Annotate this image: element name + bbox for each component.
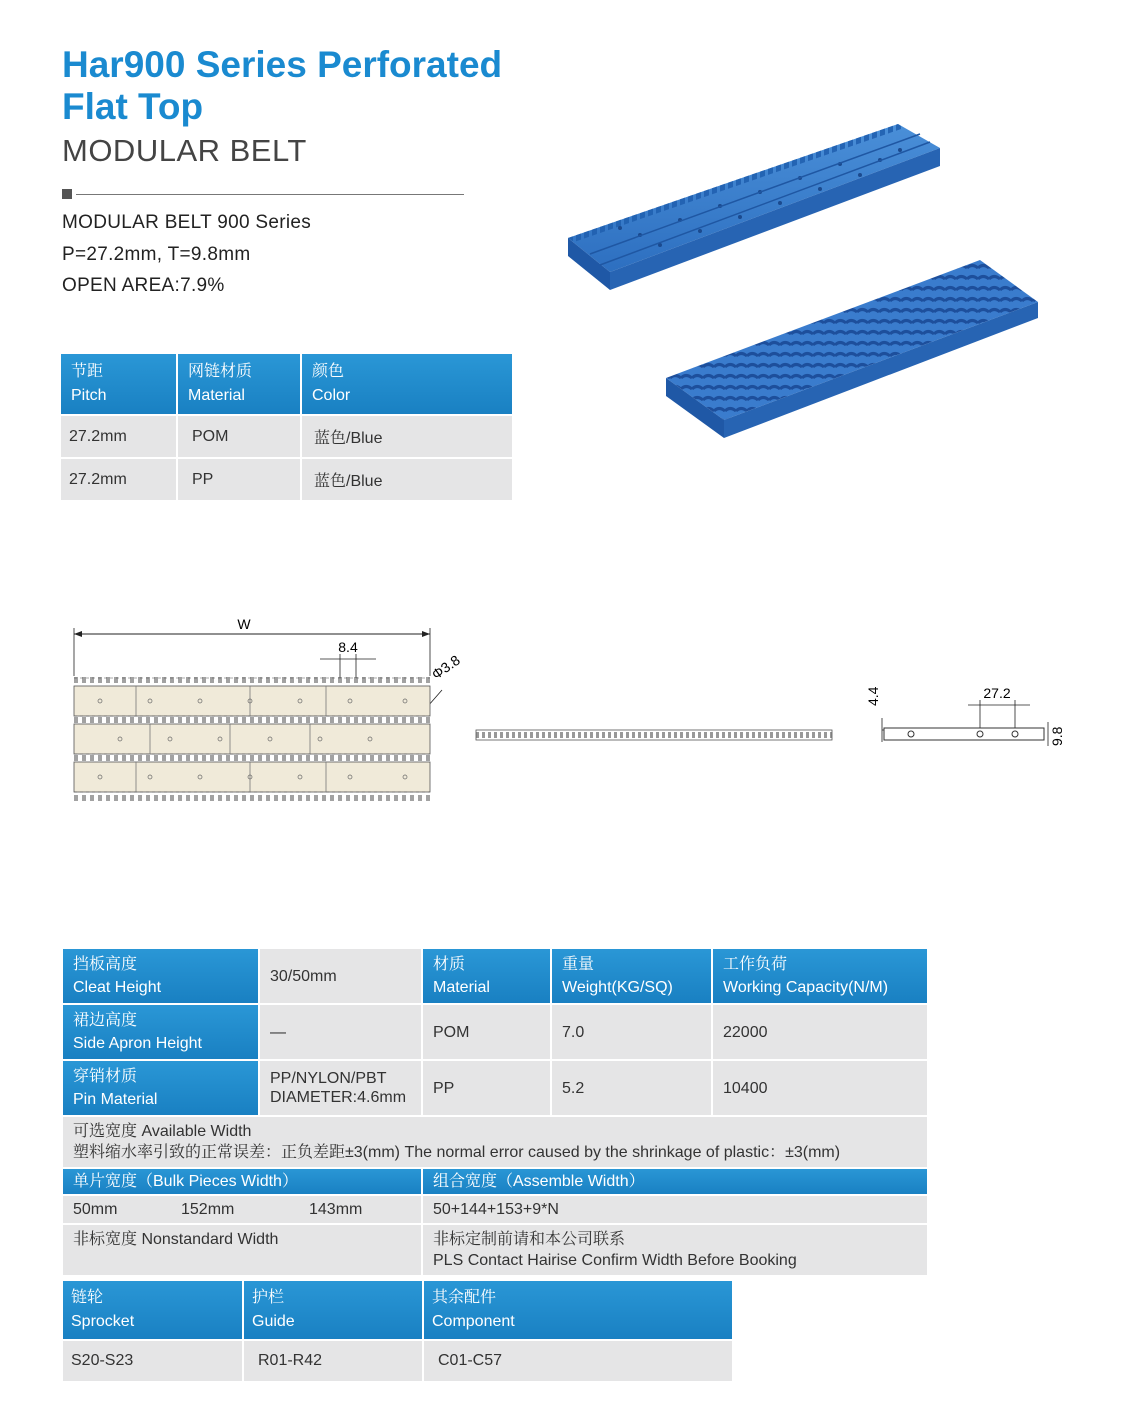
title-line-1: Har900 Series Perforated — [62, 44, 503, 85]
page-subtitle: MODULAR BELT — [62, 133, 307, 168]
table-row: 27.2mm PP 蓝色/Blue — [61, 458, 513, 500]
side-apron-header: 裙边高度 Side Apron Height — [62, 1004, 259, 1060]
bulk-widths: 50mm 152mm 143mm — [62, 1195, 422, 1224]
table-row: S20-S23 R01-R42 C01-C57 — [62, 1340, 733, 1382]
header-working-capacity: 工作负荷 Working Capacity(N/M) — [712, 948, 928, 1004]
header-sprocket: 链轮 Sprocket — [62, 1280, 243, 1340]
divider-line — [76, 194, 464, 195]
belt-plan-view — [74, 676, 430, 798]
material-table — [61, 354, 514, 500]
nonstandard-note: 非标定制前请和本公司联系 PLS Contact Hairise Confirm Width Before Booking — [422, 1224, 928, 1276]
spec-series: MODULAR BELT 900 Series — [62, 212, 312, 233]
belt-product-image — [560, 120, 1050, 460]
hole-label: Φ3.8 — [428, 651, 463, 683]
nonstandard-label: 非标宽度 Nonstandard Width — [62, 1224, 422, 1276]
belt-side-view — [476, 730, 832, 740]
header-weight: 重量 Weight(KG/SQ) — [551, 948, 712, 1004]
accessory-table — [61, 1279, 734, 1383]
spec-pitch-thickness: P=27.2mm, T=9.8mm — [62, 244, 251, 265]
title-line-2: Flat Top — [62, 86, 204, 127]
table-row: 裙边高度 Side Apron Height — POM 7.0 22000 — [62, 1004, 928, 1060]
spec-table — [61, 947, 929, 1277]
height-label: 4.4 — [865, 686, 881, 706]
divider-square — [62, 189, 72, 199]
pitch-label: 27.2 — [983, 685, 1011, 701]
page-title — [62, 44, 502, 128]
cleat-height-value: 30/50mm — [259, 948, 422, 1004]
thickness-label: 9.8 — [1049, 726, 1065, 746]
pin-material-header: 穿销材质 Pin Material — [62, 1060, 259, 1116]
table-row: 穿销材质 Pin Material PP/NYLON/PBT DIAMETER:4.6mm PP 5.2 10400 — [62, 1060, 928, 1116]
spec-open-area: OPEN AREA:7.9% — [62, 275, 225, 296]
header-material: 材质 Material — [422, 948, 551, 1004]
bulk-width-header: 单片宽度（Bulk Pieces Width） — [62, 1168, 422, 1195]
belt-section-view — [865, 685, 1065, 746]
assemble-width-header: 组合宽度（Assemble Width） — [422, 1168, 928, 1195]
assemble-formula: 50+144+153+9*N — [422, 1195, 928, 1224]
header-guide: 护栏 Guide — [243, 1280, 423, 1340]
technical-drawing — [60, 610, 1080, 810]
header-material: 网链材质 Material — [177, 354, 301, 415]
header-color: 颜色 Color — [301, 354, 513, 415]
width-label: W — [237, 616, 251, 632]
header-pitch: 节距 Pitch — [61, 354, 177, 415]
tolerance-note: 可选宽度 Available Width 塑料缩水率引致的正常误差：正负差距±3(mm) The normal error caused by the shrinkage of plastic：±3(mm) — [62, 1116, 928, 1168]
gap-label: 8.4 — [338, 639, 358, 655]
header-component: 其余配件 Component — [423, 1280, 733, 1340]
table-row: 27.2mm POM 蓝色/Blue — [61, 415, 513, 458]
cleat-height-header: 挡板高度 Cleat Height — [62, 948, 259, 1004]
